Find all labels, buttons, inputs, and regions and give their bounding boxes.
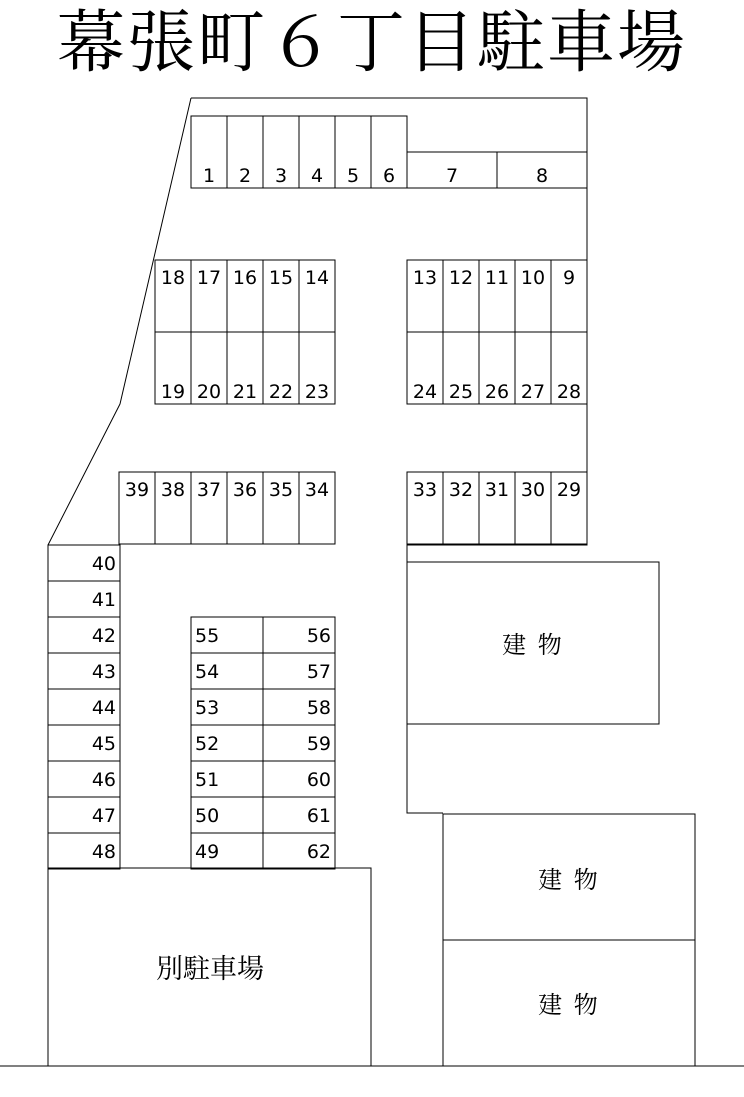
- parking-space-label-16: 16: [232, 267, 258, 289]
- parking-space-label-49: 49: [195, 841, 220, 863]
- parking-space-label-1: 1: [202, 165, 216, 187]
- parking-space-label-37: 37: [196, 479, 222, 501]
- parking-space-label-42: 42: [91, 625, 116, 647]
- parking-space-label-20: 20: [196, 381, 222, 403]
- parking-space-label-59: 59: [306, 733, 331, 755]
- parking-space-label-18: 18: [160, 267, 186, 289]
- parking-space-label-11: 11: [484, 267, 510, 289]
- parking-space-label-32: 32: [448, 479, 474, 501]
- parking-space-label-5: 5: [346, 165, 360, 187]
- parking-space-label-58: 58: [306, 697, 331, 719]
- parking-space-label-52: 52: [195, 733, 220, 755]
- parking-space-label-33: 33: [412, 479, 438, 501]
- parking-space-label-43: 43: [91, 661, 116, 683]
- parking-space-label-2: 2: [238, 165, 252, 187]
- parking-space-label-13: 13: [412, 267, 438, 289]
- parking-space-label-9: 9: [562, 267, 576, 289]
- parking-space-label-60: 60: [306, 769, 331, 791]
- parking-space-label-50: 50: [195, 805, 220, 827]
- parking-space-label-3: 3: [274, 165, 288, 187]
- parking-space-label-28: 28: [556, 381, 582, 403]
- parking-space-label-30: 30: [520, 479, 546, 501]
- parking-space-label-8: 8: [535, 165, 549, 187]
- parking-space-label-19: 19: [160, 381, 186, 403]
- parking-space-label-10: 10: [520, 267, 546, 289]
- parking-space-label-36: 36: [232, 479, 258, 501]
- parking-space-label-56: 56: [306, 625, 331, 647]
- page-title: 幕張町６丁目駐車場: [56, 4, 687, 83]
- parking-space-label-7: 7: [445, 165, 459, 187]
- parking-space-label-47: 47: [91, 805, 116, 827]
- building-label-lower-2: 建 物: [538, 991, 600, 1019]
- parking-space-label-29: 29: [556, 479, 582, 501]
- parking-space-label-22: 22: [268, 381, 294, 403]
- building-label-main: 建 物: [502, 631, 564, 659]
- parking-space-label-27: 27: [520, 381, 546, 403]
- parking-space-label-39: 39: [124, 479, 150, 501]
- parking-space-label-38: 38: [160, 479, 186, 501]
- parking-space-label-26: 26: [484, 381, 510, 403]
- parking-space-label-55: 55: [195, 625, 220, 647]
- parking-space-label-21: 21: [232, 381, 258, 403]
- parking-space-label-24: 24: [412, 381, 438, 403]
- parking-space-label-14: 14: [304, 267, 330, 289]
- parking-space-label-62: 62: [306, 841, 331, 863]
- parking-space-label-12: 12: [448, 267, 474, 289]
- parking-space-label-46: 46: [91, 769, 116, 791]
- parking-space-label-41: 41: [91, 589, 116, 611]
- parking-space-label-4: 4: [310, 165, 324, 187]
- parking-space-label-34: 34: [304, 479, 330, 501]
- parking-space-label-51: 51: [195, 769, 220, 791]
- parking-space-label-15: 15: [268, 267, 294, 289]
- parking-space-label-54: 54: [195, 661, 220, 683]
- parking-space-label-25: 25: [448, 381, 474, 403]
- parking-space-label-23: 23: [304, 381, 330, 403]
- parking-space-label-40: 40: [91, 553, 116, 575]
- parking-space-label-31: 31: [484, 479, 510, 501]
- other-parking-label: 別駐車場: [156, 954, 264, 985]
- parking-space-label-45: 45: [91, 733, 116, 755]
- building-label-lower-1: 建 物: [538, 866, 600, 894]
- parking-space-label-6: 6: [382, 165, 396, 187]
- parking-space-label-57: 57: [306, 661, 331, 683]
- parking-space-label-53: 53: [195, 697, 220, 719]
- parking-space-label-44: 44: [91, 697, 116, 719]
- parking-space-label-35: 35: [268, 479, 294, 501]
- parking-space-label-48: 48: [91, 841, 116, 863]
- parking-space-label-17: 17: [196, 267, 222, 289]
- parking-space-label-61: 61: [306, 805, 331, 827]
